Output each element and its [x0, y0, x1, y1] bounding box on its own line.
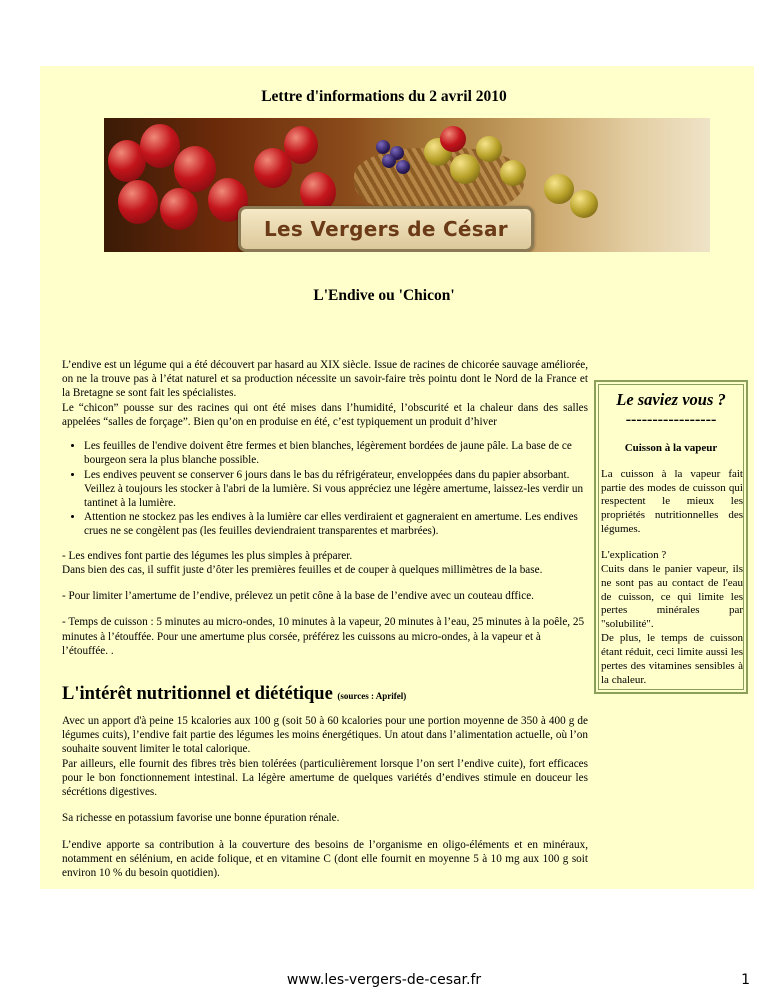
nutrition-section [62, 714, 588, 880]
section-title: L'Endive ou 'Chicon' [313, 287, 455, 304]
cooking-time-tip: - Temps de cuisson : 5 minutes au micro-ondes, 10 minutes à la vapeur, 20 minutes à l’eau, 25 minutes à la poêle, 25 minutes à l’étouffée. Pour une amertume plus corsée, préférez les cuissons au micro-ondes, à la vapeur et à l’étouffée. . [62, 616, 585, 657]
tips-list [62, 439, 588, 539]
list-item: • Attention ne stockez pas les endives à la lumière car elles verdiraient et gagneraient en amertume. Les endives crues ne se congèlent pas (les feuilles deviendraient transparentes et marbrées). [84, 510, 588, 538]
sidebar-title: Le saviez vous ? [616, 390, 726, 409]
minerals-paragraph: L’endive apporte sa contribution à la couverture des besoins de l’organisme en oligo-éléments et en minéraux, notamment en sélénium, en acide folique, et en vitamine C (dont elle fournit en moyenne 5 à 10 mg aux 100 g soit environ 10 % du besoin quotidien). [62, 838, 588, 879]
main-article [62, 358, 588, 658]
sidebar-explanation: Cuits dans le panier vapeur, ils ne sont pas au contact de l'eau de cuisson, ce qui limite les pertes minérales par "solubilité". [601, 562, 743, 631]
sidebar-explanation-2: De plus, le temps de cuisson étant réduit, ceci limite aussi les pertes des vitamines sensibles à la chaleur. [601, 632, 743, 686]
footer-url[interactable]: www.les-vergers-de-cesar.fr [286, 972, 482, 988]
sidebar-divider: ----------------- [625, 410, 717, 428]
page-number: 1 [741, 972, 750, 988]
nutrition-source: (sources : Aprifel) [337, 691, 407, 701]
prep-text-2: Dans bien des cas, il suffit juste d’ôter les premières feuilles et de couper à quelques millimètres de la base. [62, 563, 543, 576]
did-you-know-box [594, 380, 748, 694]
sidebar-question: L'explication ? [601, 548, 667, 561]
list-item: • Les feuilles de l'endive doivent être fermes et bien blanches, légèrement bordées de jaune pâle. La base de ce bourgeon sera la plus blanche possible. [84, 439, 588, 467]
brand-logo: Les Vergers de César [238, 206, 534, 252]
banner-image [104, 118, 710, 252]
list-item: • Les endives peuvent se conserver 6 jours dans le bas du réfrigérateur, enveloppées dans du papier absorbant. Veillez à toujours les stocker à l'abri de la lumière. Si vous appréciez une légère amertume, laissez-les verdir un tantinet à la lumière. [84, 468, 588, 511]
bitterness-tip: - Pour limiter l’amertume de l’endive, prélevez un petit cône à la base de l’endive avec un couteau dffice. [62, 590, 534, 603]
nutrition-heading-text: L'intérêt nutritionnel et diététique [62, 684, 333, 704]
prep-text: - Les endives font partie des légumes les plus simples à préparer. [62, 549, 353, 562]
intro-paragraph: L’endive est un légume qui a été découvert par hasard au XIX siècle. Issue de racines de chicorée sauvage améliorée, on ne la trouve pas à l’état naturel et sa production nécessite un savoir-faire très pointu dont le Nord de la France et la Bretagne se sont fait les spécialistes. [62, 359, 588, 400]
nutrition-heading [62, 684, 406, 705]
newsletter-title: Lettre d'informations du 2 avril 2010 [261, 88, 507, 105]
nutrition-paragraph-2: Par ailleurs, elle fournit des fibres très bien tolérées (particulièrement lorsque l’on sert l’endive cuite), fort efficaces pour le bon fonctionnement intestinal. La légère amertume de quelques variétés d’endives stimule en douceur les sécrétions digestives. [62, 757, 588, 799]
potassium-paragraph: Sa richesse en potassium favorise une bonne épuration rénale. [62, 812, 340, 825]
sidebar-paragraph: La cuisson à la vapeur fait partie des modes de cuisson qui respectent le mieux les propriétés nutritionnelles des légumes. [601, 467, 743, 536]
sidebar-subtitle: Cuisson à la vapeur [624, 441, 718, 454]
nutrition-paragraph: Avec un apport d'à peine 15 kcalories aux 100 g (soit 50 à 60 kcalories pour une portion moyenne de 350 à 400 g de légumes cuits), l’endive fait partie des légumes les moins énergétiques. Un atout dans l’alimentation actuelle, où l’on souhaite souvent limiter le total calorique. [62, 715, 588, 756]
intro-paragraph-2: Le “chicon” pousse sur des racines qui ont été mises dans l’humidité, l’obscurité et la chaleur dans des salles appelées “salles de forçage”. Bien qu’on en produise en été, c’est typiquement un produit d’hiver [62, 401, 588, 428]
